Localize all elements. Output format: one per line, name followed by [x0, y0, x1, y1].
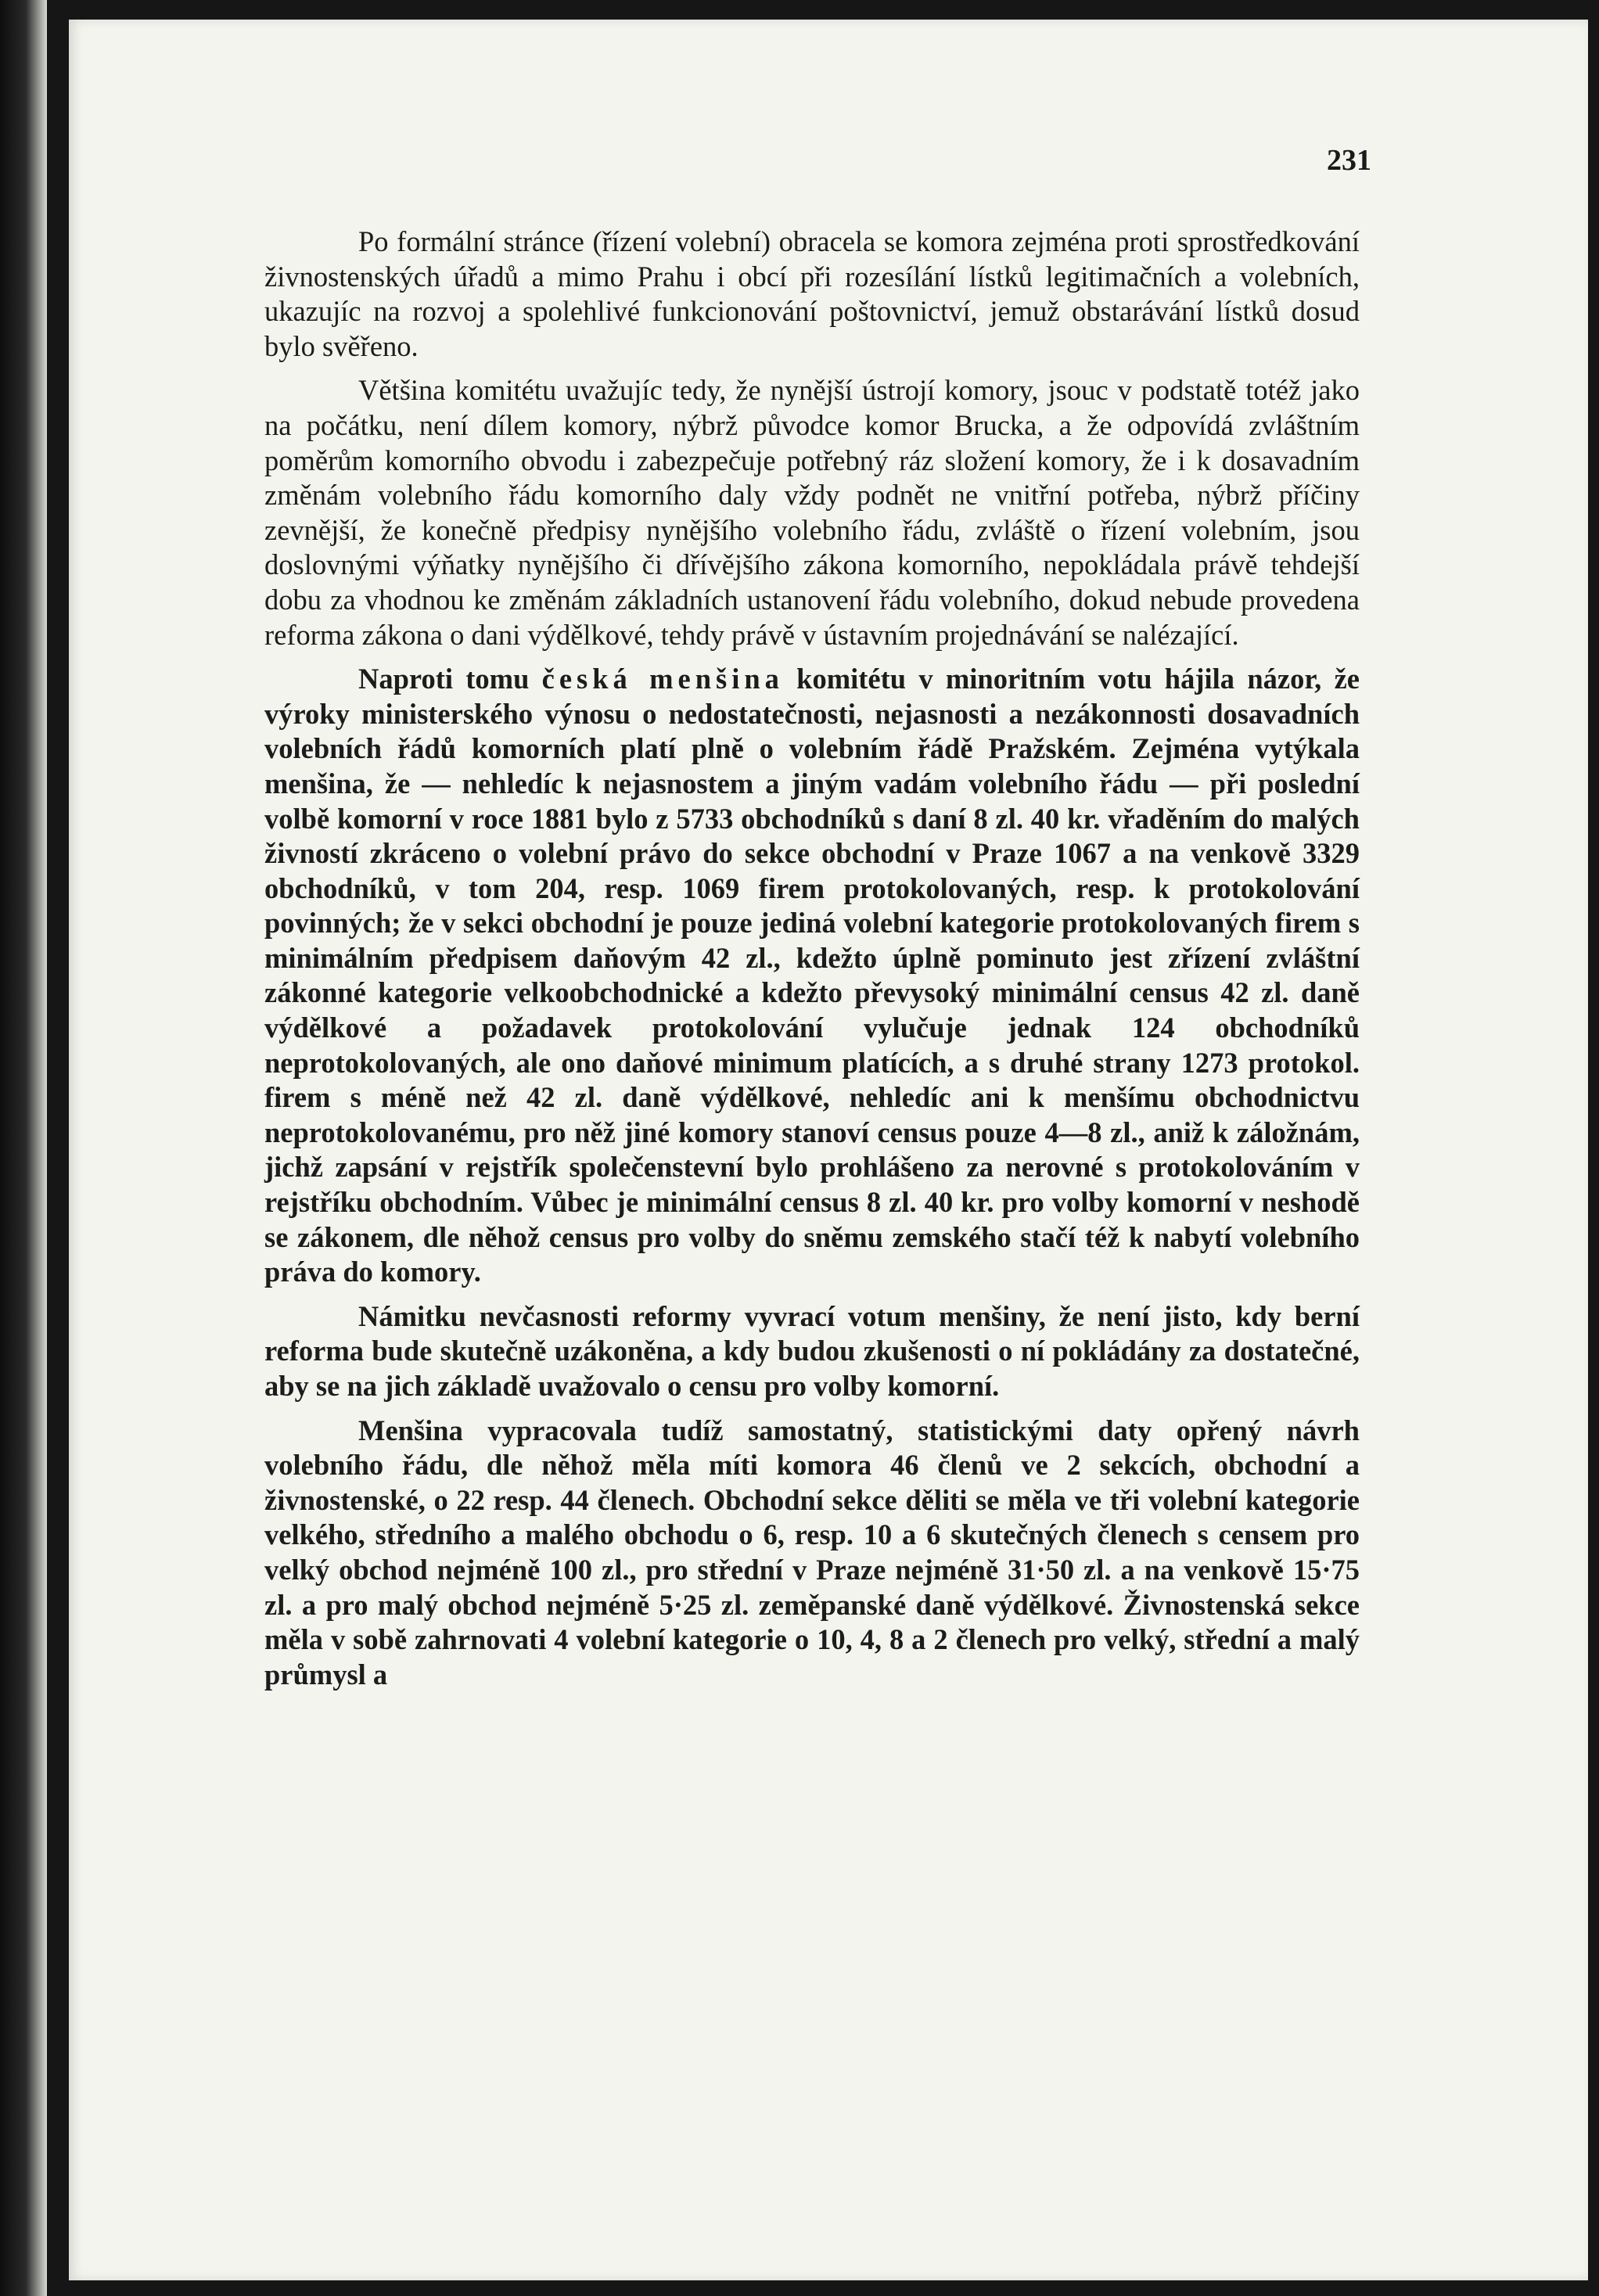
paragraph-3-lead: Naproti tomu: [358, 663, 542, 695]
paragraph-3-body: komitétu v minoritním votu hájila názor, že výroky ministerského výnosu o nedostatečnosti, nejasnosti a nezákonnosti dosavadních volebních řádů komorních platí plně o volebním řádě Pražském. Zejména vytýkala menšina, že — nehledíc k nejasnostem a jiným vadám volebního řádu — při poslední volbě komorní v roce 1881 bylo z 5733 obchodníků s daní 8 zl. 40 kr. vřaděním do malých živností zkráceno o volební právo do sekce obchodní v Praze 1067 a na venkově 3329 obchodníků, v tom 204, resp. 1069 firem protokolovaných, resp. k protokolování povinných; že v sekci obchodní je pouze jediná volební kategorie protokolovaných firem s minimálním předpisem daňovým 42 zl., kdežto úplně pominuto jest zřízení zvláštní zákonné kategorie velkoobchodnické a kdežto převysoký minimální census 42 zl. daně výdělkové a požadavek protokolování vylučuje jednak 124 obchodníků neprotokolovaných, ale ono daňové minimum platících, a s druhé strany 1273 protokol. firem s méně než 42 zl. daně výdělkové, nehledíc ani k menšímu obchodnictvu neprotokolovanému, pro něž jiné komory stanoví census pouze 4—8 zl., aniž k záložnám, jichž zapsání v rejstřík společenstevní bylo prohlášeno za nerovné s protokolováním v rejstříku obchodním. Vůbec je minimální census 8 zl. 40 kr. pro volby komorní v neshodě se zákonem, dle něhož census pro volby do sněmu zemského stačí též k nabytí volebního práva do komory.: [264, 663, 1360, 1288]
paragraph-3-emphasis: česká menšina: [541, 663, 784, 695]
paragraph-1: Po formální stránce (řízení volební) obracela se komora zejména proti sprostředkování živnostenských úřadů a mimo Prahu i obcí při rozesílání lístků legitimačních a volebních, ukazujíc na rozvoj a spolehlivé funkcionování poštovnictví, jemuž obstarávání lístků dosud bylo svěřeno.: [264, 225, 1360, 362]
paragraph-3: [264, 662, 1360, 1290]
paragraph-5: Menšina vypracovala tudíž samostatný, statistickými daty opřený návrh volebního řádu, dle něhož měla míti komora 46 členů ve 2 sekcích, obchodní a živnostenské, o 22 resp. 44 členech. Obchodní sekce děliti se měla ve tři volební kategorie velkého, středního a malého obchodu o 6, resp. 10 a 6 skutečných členech s censem pro velký obchod nejméně 100 zl., pro střední v Praze nejméně 31·50 zl. a na venkově 15·75 zl. a pro malý obchod nejméně 5·25 zl. zeměpanské daně výdělkové. Živnostenská sekce měla v sobě zahrnovati 4 volební kategorie o 10, 4, 8 a 2 členech pro velký, střední a malý průmysl a: [264, 1414, 1360, 1691]
page-number: 231: [1327, 144, 1371, 177]
book-gutter: [0, 0, 47, 2296]
body-text: [264, 225, 1360, 1701]
paragraph-4: Námitku nevčasnosti reformy vyvrací votum menšiny, že není jisto, kdy berní reforma bude skutečně uzákoněna, a kdy budou zkušenosti o ní pokládány za dostatečné, aby se na jich základě uvažovalo o censu pro volby komorní.: [264, 1299, 1360, 1402]
book-page: [69, 20, 1588, 2280]
paragraph-2: Většina komitétu uvažujíc tedy, že nynější ústrojí komory, jsouc v podstatě totéž jako na počátku, není dílem komory, nýbrž původce komor Brucka, a že odpovídá zvláštním poměrům komorního obvodu i zabezpečuje potřebný ráz složení komory, že i k dosavadním změnám volebního řádu komorního daly vždy podnět ne vnitřní potřeba, nýbrž příčiny zevnější, že konečně předpisy nynějšího volebního řádu, zvláště o řízení volebním, jsou doslovnými výňatky nynějšího či dřívějšího zákona komorního, nepokládala právě tehdejší dobu za vhodnou ke změnám základních ustanovení řádu volebního, dokud nebude provedena reforma zákona o dani výdělkové, tehdy právě v ústavním projednávání se nalézající.: [264, 374, 1360, 651]
